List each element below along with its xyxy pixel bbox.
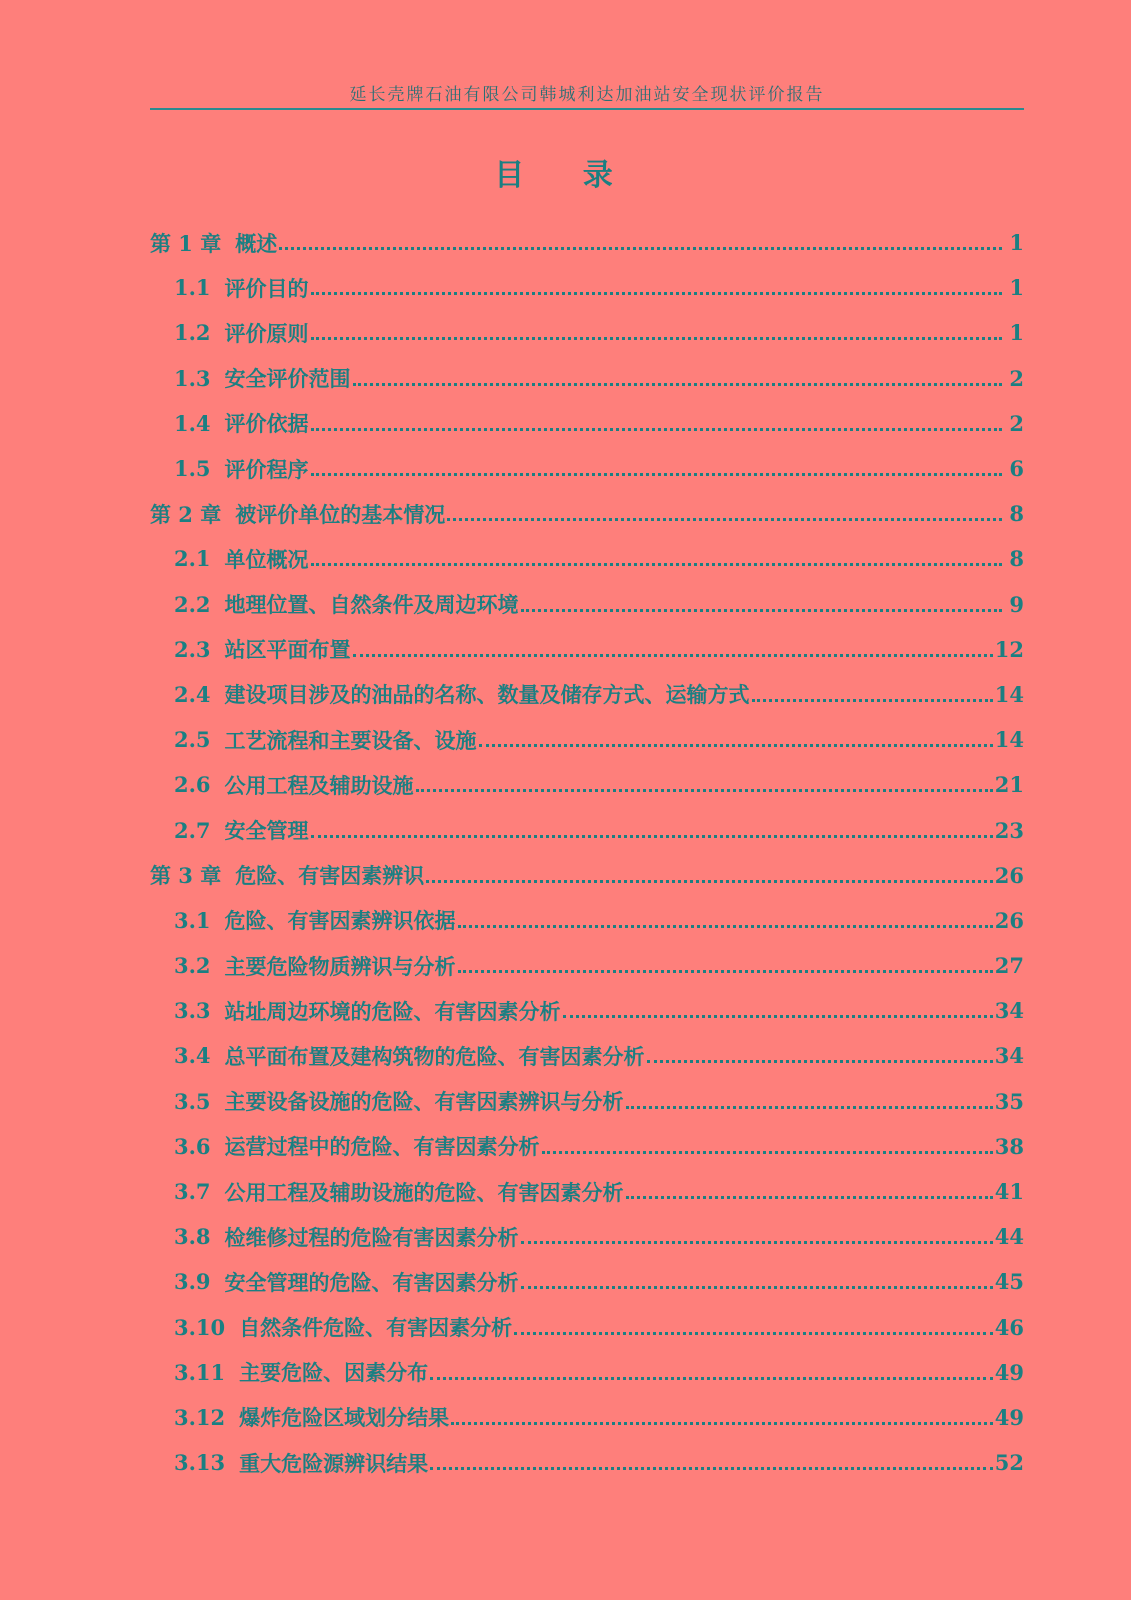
toc-dot-leader <box>626 1106 993 1109</box>
toc-entry-number: 3.1 <box>174 907 211 933</box>
toc-entry-number: 1.3 <box>174 365 211 391</box>
toc-entry-label: 爆炸危险区域划分结果 <box>239 1405 450 1431</box>
toc-entry-number: 2.1 <box>174 546 211 572</box>
toc-dot-leader <box>426 880 993 883</box>
toc-entry-label: 运营过程中的危险、有害因素分析 <box>224 1134 540 1160</box>
toc-dot-leader <box>311 563 1002 566</box>
toc-entry-label: 危险、有害因素辨识依据 <box>224 908 456 934</box>
toc-entry-number: 3.7 <box>174 1179 211 1205</box>
toc-page-number: 1 <box>1009 320 1024 346</box>
toc-page-number: 6 <box>1009 456 1024 482</box>
toc-dot-leader <box>430 1467 993 1470</box>
toc-dot-leader <box>479 744 993 747</box>
toc-section-entry[interactable] <box>150 627 1024 672</box>
toc-entry-number: 第 1 章 <box>150 230 222 256</box>
toc-chapter-entry[interactable] <box>150 853 1024 898</box>
toc-page-number: 9 <box>1009 591 1024 617</box>
toc-entry-label: 公用工程及辅助设施 <box>224 772 414 798</box>
toc-section-entry[interactable] <box>150 1350 1024 1395</box>
toc-entry-number: 第 2 章 <box>150 501 222 527</box>
toc-dot-leader <box>416 789 993 792</box>
header-divider <box>150 108 1024 110</box>
toc-dot-leader <box>353 654 993 657</box>
toc-entry-number: 2.5 <box>174 727 211 753</box>
toc-section-entry[interactable] <box>150 1124 1024 1169</box>
toc-entry-label: 主要危险、因素分布 <box>239 1360 429 1386</box>
toc-entry-label: 主要设备设施的危险、有害因素辨识与分析 <box>224 1089 624 1115</box>
toc-entry-number: 1.2 <box>174 320 211 346</box>
toc-entry-number: 3.12 <box>174 1404 226 1430</box>
toc-page-number: 34 <box>994 1043 1024 1069</box>
toc-dot-leader <box>458 970 993 973</box>
toc-section-entry[interactable] <box>150 310 1024 355</box>
toc-page-number: 2 <box>1009 410 1024 436</box>
toc-entry-number: 2.4 <box>174 681 211 707</box>
toc-page-number: 8 <box>1009 501 1024 527</box>
toc-entry-label: 自然条件危险、有害因素分析 <box>239 1315 513 1341</box>
toc-entry-label: 评价程序 <box>224 456 309 482</box>
toc-page-number: 26 <box>994 862 1024 888</box>
toc-entry-label: 评价目的 <box>224 275 309 301</box>
toc-section-entry[interactable] <box>150 762 1024 807</box>
toc-section-entry[interactable] <box>150 401 1024 446</box>
toc-dot-leader <box>311 473 1002 476</box>
toc-dot-leader <box>647 1060 993 1063</box>
toc-entry-number: 2.6 <box>174 772 211 798</box>
toc-entry-number: 2.7 <box>174 817 211 843</box>
toc-entry-number: 2.2 <box>174 591 211 617</box>
toc-chapter-entry[interactable] <box>150 491 1024 536</box>
toc-dot-leader <box>311 337 1002 340</box>
toc-entry-label: 总平面布置及建构筑物的危险、有害因素分析 <box>224 1043 645 1069</box>
toc-page-number: 45 <box>994 1269 1024 1295</box>
toc-entry-number: 3.6 <box>174 1133 211 1159</box>
toc-section-entry[interactable] <box>150 536 1024 581</box>
toc-entry-label: 检维修过程的危险有害因素分析 <box>224 1224 519 1250</box>
toc-entry-number: 第 3 章 <box>150 863 222 889</box>
toc-section-entry[interactable] <box>150 446 1024 491</box>
toc-section-entry[interactable] <box>150 807 1024 852</box>
toc-dot-leader <box>521 609 1002 612</box>
toc-entry-label: 安全管理的危险、有害因素分析 <box>224 1269 519 1295</box>
toc-dot-leader <box>752 699 993 702</box>
toc-entry-label: 概述 <box>235 230 278 256</box>
toc-page-number: 49 <box>994 1359 1024 1385</box>
toc-section-entry[interactable] <box>150 672 1024 717</box>
page-title: 目 录 <box>494 158 637 193</box>
toc-entry-number: 2.3 <box>174 636 211 662</box>
toc-page-number: 27 <box>994 953 1024 979</box>
toc-entry-label: 站区平面布置 <box>224 637 351 663</box>
toc-dot-leader <box>521 1286 993 1289</box>
toc-dot-leader <box>311 835 993 838</box>
toc-entry-label: 单位概况 <box>224 546 309 572</box>
toc-section-entry[interactable] <box>150 1214 1024 1259</box>
toc-entry-label: 工艺流程和主要设备、设施 <box>224 727 477 753</box>
toc-section-entry[interactable] <box>150 1259 1024 1304</box>
toc-dot-leader <box>514 1332 993 1335</box>
toc-entry-label: 站址周边环境的危险、有害因素分析 <box>224 998 561 1024</box>
toc-entry-label: 公用工程及辅助设施的危险、有害因素分析 <box>224 1179 624 1205</box>
toc-dot-leader <box>447 518 1002 521</box>
toc-section-entry[interactable] <box>150 1079 1024 1124</box>
toc-section-entry[interactable] <box>150 1440 1024 1485</box>
toc-section-entry[interactable] <box>150 356 1024 401</box>
toc-dot-leader <box>626 1196 993 1199</box>
toc-page-number: 41 <box>994 1179 1024 1205</box>
toc-dot-leader <box>353 383 1002 386</box>
toc-page-number: 35 <box>994 1088 1024 1114</box>
toc-page-number: 34 <box>994 998 1024 1024</box>
toc-entry-number: 3.11 <box>174 1359 226 1385</box>
toc-entry-label: 主要危险物质辨识与分析 <box>224 953 456 979</box>
toc-chapter-entry[interactable] <box>150 220 1024 265</box>
toc-entry-number: 3.8 <box>174 1224 211 1250</box>
toc-section-entry[interactable] <box>150 1033 1024 1078</box>
page-header: 延长壳牌石油有限公司韩城利达加油站安全现状评价报告 <box>349 85 825 105</box>
toc-page-number: 1 <box>1009 275 1024 301</box>
toc-page-number: 8 <box>1009 546 1024 572</box>
toc-entry-number: 3.3 <box>174 998 211 1024</box>
table-of-contents <box>150 220 1024 1485</box>
toc-page-number: 21 <box>994 772 1024 798</box>
toc-page-number: 12 <box>994 636 1024 662</box>
toc-entry-number: 3.13 <box>174 1450 226 1476</box>
toc-entry-number: 3.4 <box>174 1043 211 1069</box>
toc-section-entry[interactable] <box>150 943 1024 988</box>
toc-page-number: 44 <box>994 1224 1024 1250</box>
toc-page-number: 14 <box>994 681 1024 707</box>
toc-page-number: 46 <box>994 1314 1024 1340</box>
toc-page-number: 1 <box>1009 230 1024 256</box>
toc-section-entry[interactable] <box>150 1395 1024 1440</box>
toc-dot-leader <box>451 1422 993 1425</box>
toc-page-number: 23 <box>994 817 1024 843</box>
toc-entry-label: 安全管理 <box>224 818 309 844</box>
toc-entry-label: 危险、有害因素辨识 <box>235 863 425 889</box>
toc-entry-label: 被评价单位的基本情况 <box>235 501 446 527</box>
toc-page-number: 2 <box>1009 365 1024 391</box>
toc-dot-leader <box>430 1377 993 1380</box>
toc-section-entry[interactable] <box>150 265 1024 310</box>
toc-entry-number: 1.1 <box>174 275 211 301</box>
toc-dot-leader <box>563 1015 993 1018</box>
toc-page-number: 52 <box>994 1450 1024 1476</box>
toc-dot-leader <box>279 247 1002 250</box>
toc-section-entry[interactable] <box>150 717 1024 762</box>
toc-dot-leader <box>458 925 993 928</box>
toc-page-number: 49 <box>994 1404 1024 1430</box>
toc-entry-label: 重大危险源辨识结果 <box>239 1450 429 1476</box>
toc-entry-number: 3.9 <box>174 1269 211 1295</box>
toc-section-entry[interactable] <box>150 898 1024 943</box>
toc-entry-number: 1.5 <box>174 456 211 482</box>
toc-entry-number: 1.4 <box>174 410 211 436</box>
toc-dot-leader <box>311 292 1002 295</box>
toc-entry-label: 安全评价范围 <box>224 366 351 392</box>
toc-dot-leader <box>311 428 1002 431</box>
toc-page-number: 14 <box>994 727 1024 753</box>
toc-entry-number: 3.2 <box>174 953 211 979</box>
toc-entry-label: 地理位置、自然条件及周边环境 <box>224 592 519 618</box>
toc-entry-label: 评价依据 <box>224 411 309 437</box>
toc-dot-leader <box>542 1151 993 1154</box>
toc-page-number: 26 <box>994 907 1024 933</box>
toc-page-number: 38 <box>994 1133 1024 1159</box>
toc-section-entry[interactable] <box>150 1169 1024 1214</box>
toc-section-entry[interactable] <box>150 988 1024 1033</box>
toc-dot-leader <box>521 1241 993 1244</box>
toc-entry-label: 建设项目涉及的油品的名称、数量及储存方式、运输方式 <box>224 682 750 708</box>
toc-section-entry[interactable] <box>150 582 1024 627</box>
toc-entry-label: 评价原则 <box>224 320 309 346</box>
toc-entry-number: 3.10 <box>174 1314 226 1340</box>
toc-section-entry[interactable] <box>150 1305 1024 1350</box>
toc-entry-number: 3.5 <box>174 1088 211 1114</box>
